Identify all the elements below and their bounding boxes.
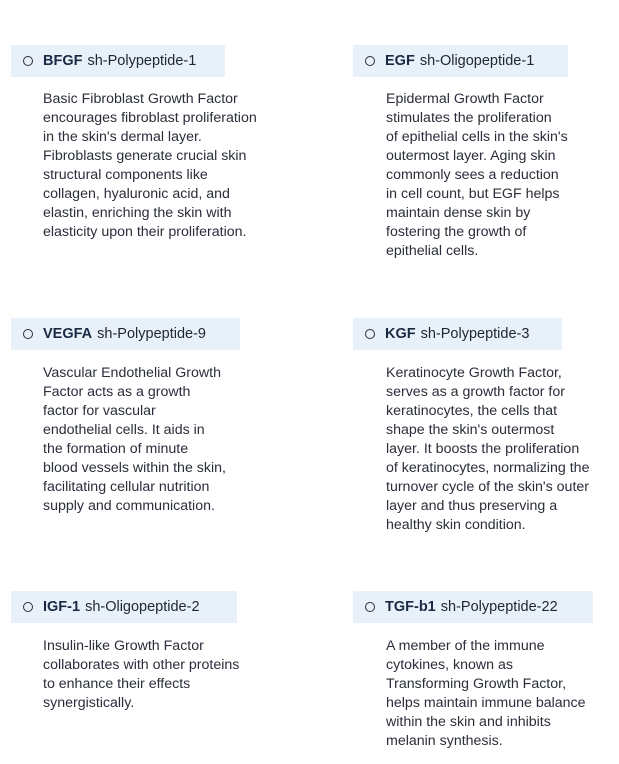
ingredient-name: sh-Polypeptide-1 xyxy=(87,53,197,69)
radio-circle-icon[interactable] xyxy=(365,602,375,612)
ingredient-description: Keratinocyte Growth Factor, serves as a growth factor for keratinocytes, the cells that shape the skin's outermost layer. It boosts the proliferation of keratinocytes, normalizing the turnover cycle of the skin's outer layer and thus preserving a healthy skin condition. xyxy=(386,365,590,533)
title-pill-kgf xyxy=(353,318,562,350)
ingredient-code: KGF xyxy=(385,326,416,342)
ingredient-code: TGF-b1 xyxy=(385,599,436,615)
ingredient-name: sh-Polypeptide-3 xyxy=(420,326,530,342)
ingredient-code: VEGFA xyxy=(43,326,93,342)
title-pill-bfgf xyxy=(11,45,225,77)
radio-circle-icon[interactable] xyxy=(23,329,33,339)
radio-circle-icon[interactable] xyxy=(23,56,33,66)
radio-circle-icon[interactable] xyxy=(365,329,375,339)
ingredient-description: Insulin-like Growth Factor collaborates with other proteins to enhance their effects synergistically. xyxy=(43,638,240,711)
ingredient-name: sh-Polypeptide-22 xyxy=(440,599,558,615)
title-pill-tgf-b1 xyxy=(353,591,593,623)
title-pill-egf xyxy=(353,45,568,77)
ingredient-code: EGF xyxy=(385,53,415,69)
ingredient-description: A member of the immune cytokines, known as Transforming Growth Factor, helps maintain immune balance within the skin and inhibits melanin synthesis. xyxy=(386,638,586,749)
ingredient-description: Basic Fibroblast Growth Factor encourages fibroblast proliferation in the skin's dermal layer. Fibroblasts generate crucial skin structural components like collagen, hyaluronic acid, and elastin, enriching the skin with elasticity upon their proliferation. xyxy=(43,91,257,240)
radio-circle-icon[interactable] xyxy=(23,602,33,612)
ingredient-description: Vascular Endothelial Growth Factor acts as a growth factor for vascular endothelial cells. It aids in the formation of minute blood vessels within the skin, facilitating cellular nutrition supply and communication. xyxy=(43,365,226,514)
radio-circle-icon[interactable] xyxy=(365,56,375,66)
ingredient-name: sh-Oligopeptide-1 xyxy=(419,53,535,69)
ingredient-code: BFGF xyxy=(43,53,83,69)
ingredient-name: sh-Polypeptide-9 xyxy=(97,326,206,342)
ingredient-description: Epidermal Growth Factor stimulates the proliferation of epithelial cells in the skin's outermost layer. Aging skin commonly sees a reduction in cell count, but EGF helps maintain dense skin by fostering the growth of epithelial cells. xyxy=(386,91,568,259)
title-pill-igf-1 xyxy=(11,591,237,623)
ingredient-code: IGF-1 xyxy=(43,599,81,615)
title-pill-vegfa xyxy=(11,318,240,350)
ingredient-name: sh-Oligopeptide-2 xyxy=(85,599,200,615)
